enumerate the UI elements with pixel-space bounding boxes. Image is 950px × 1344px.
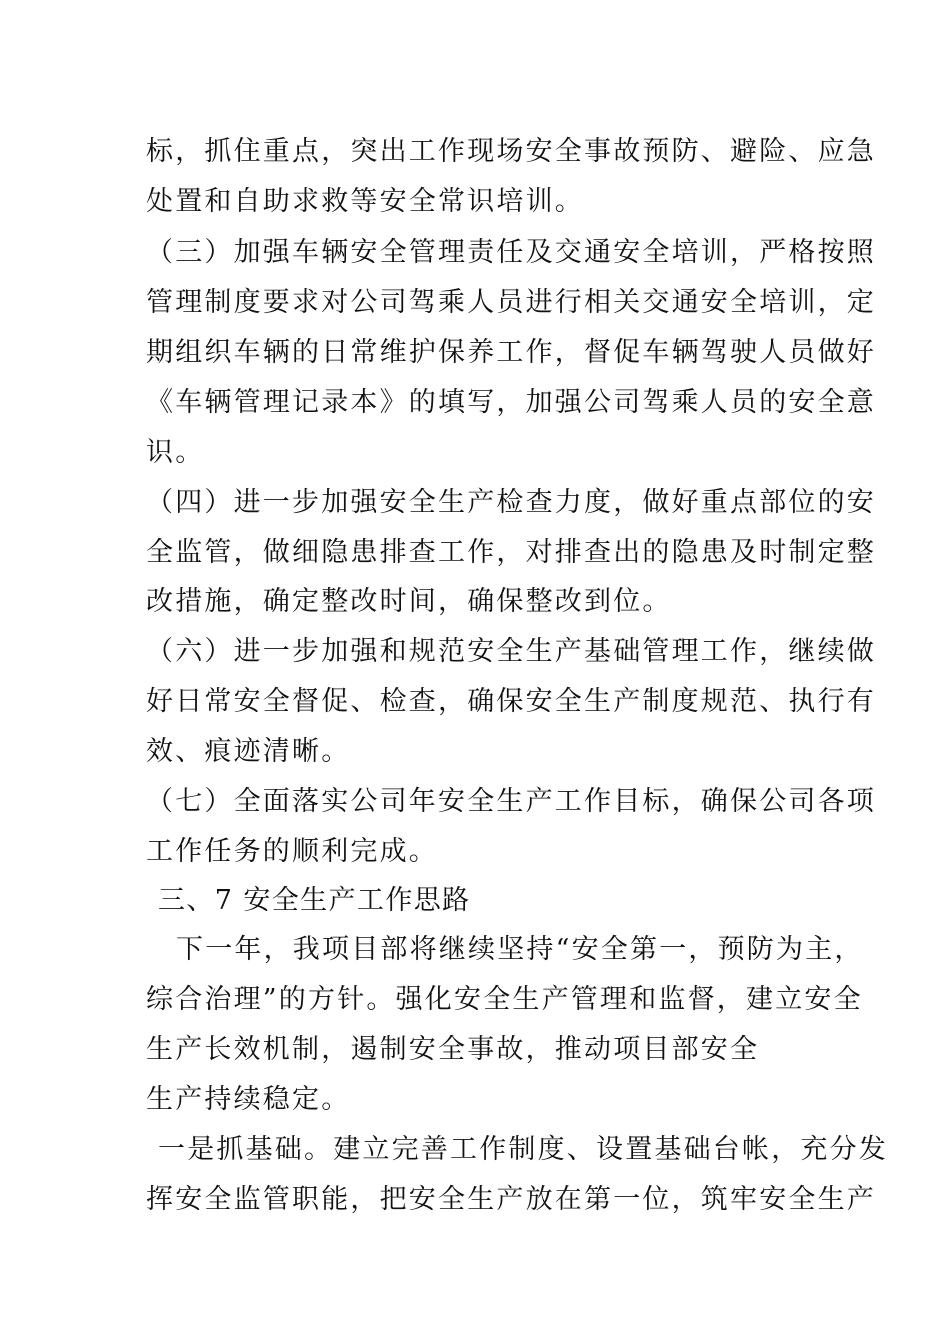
body-line: 全监管，做细隐患排查工作，对排查出的隐患及时制定整 [146, 537, 876, 568]
paragraph-first-line: 下一年，我项目部将继续坚持“安全第一，预防为主， [176, 934, 864, 965]
body-line: 识。 [146, 437, 205, 468]
item-6-heading-line: （六）进一步加强和规范安全生产基础管理工作，继续做 [146, 636, 876, 667]
paragraph-first-line: 一是抓基础。建立完善工作制度、设置基础台帐，充分发 [158, 1134, 888, 1165]
body-line: 处置和自助求救等安全常识培训。 [146, 186, 584, 217]
item-4-heading-line: （四）进一步加强安全生产检查力度，做好重点部位的安 [146, 487, 876, 518]
body-line: 工作任务的顺利完成。 [146, 836, 438, 867]
body-line: 综合治理”的方针。强化安全生产管理和监督，建立安全 [146, 984, 863, 1015]
body-line: 好日常安全督促、检查，确保安全生产制度规范、执行有 [146, 686, 876, 717]
body-line: 《车辆管理记录本》的填写，加强公司驾乘人员的安全意 [146, 387, 876, 418]
body-line: 挥安全监管职能，把安全生产放在第一位，筑牢安全生产 [146, 1184, 876, 1215]
body-line: 改措施，确定整改时间，确保整改到位。 [146, 586, 672, 617]
item-7-heading-line: （七）全面落实公司年安全生产工作目标，确保公司各项 [146, 786, 876, 817]
body-line: 标，抓住重点，突出工作现场安全事故预防、避险、应急 [146, 136, 876, 167]
section-heading: 三、7 安全生产工作思路 [158, 885, 471, 916]
body-line: 期组织车辆的日常维护保养工作，督促车辆驾驶人员做好 [146, 337, 876, 368]
body-line: 效、痕迹清晰。 [146, 736, 351, 767]
body-line: 生产长效机制，遏制安全事故，推动项目部安全 [146, 1034, 760, 1065]
item-3-heading-line: （三）加强车辆安全管理责任及交通安全培训，严格按照 [146, 237, 876, 268]
body-line: 管理制度要求对公司驾乘人员进行相关交通安全培训，定 [146, 287, 876, 318]
body-line: 生产持续稳定。 [146, 1084, 351, 1115]
